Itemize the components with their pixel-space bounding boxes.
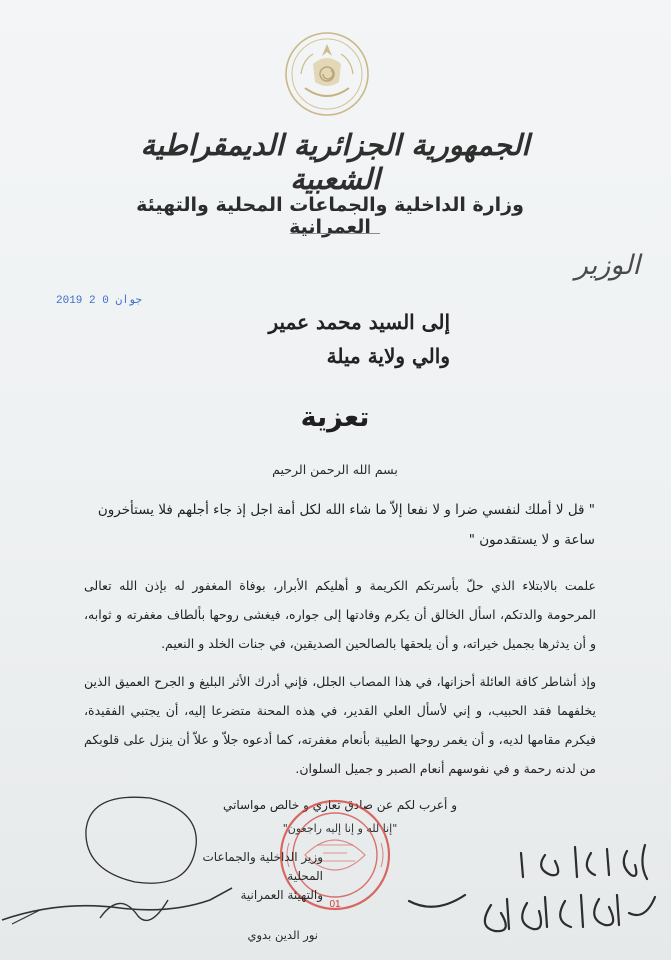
basmala: بسم الله الرحمن الرحيم — [272, 462, 398, 477]
heading-divider — [290, 233, 380, 234]
body-paragraph-2: وإذ أشاطر كافة العائلة أحزانها، في هذا المصاب الجلل، فإني أدرك الأثر البليغ و الجرح العميق الذين يخلفهما فقد الحبيب، و إني لأسأل العلي القدير، في هذه المحنة متضرعا إليه، أن يجتبي الفقيدة، فيكرم مقامها لديه، و أن يغمر روحها الطيبة بأنعام مغفرته، كما أدعوه جلاّ و علاّ أن ينزل على قلوبكم من لدنه رحمة و في نفوسهم أنعام الصبر و جميل السلوان. — [84, 674, 596, 776]
signer-title-line2: والتهيئة العمرانية — [240, 888, 323, 902]
recipient-position: والي ولاية ميلة — [326, 344, 450, 368]
quran-verse: " قل لا أملك لنفسي ضرا و لا نفعا إلاّ ما شاء الله لكل أمة اجل إذ جاء أجلهم فلا يستأخرون ساعة و لا يستقدمون " — [97, 502, 595, 548]
stamp-number: 01 — [329, 899, 341, 910]
recipient-name: إلى السيد محمد عمير — [268, 310, 450, 334]
signer-name: نور الدين بدوي — [247, 928, 318, 942]
recipient-block — [220, 305, 450, 373]
republic-heading: الجمهورية الجزائرية الديمقراطية الشعبية — [140, 128, 530, 196]
signer-title — [168, 848, 323, 905]
letter-subject: تعزية — [300, 402, 370, 433]
closing-line: و أعرب لكم عن صادق تعازي و خالص مواساتي — [223, 798, 457, 812]
minister-handwritten-label: الوزير — [574, 250, 640, 281]
body-paragraph-1: علمت بالابتلاء الذي حلّ بأسرتكم الكريمة و أهليكم الأبرار، بوفاة المغفور له بإذن الله تعالى المرحومة والدتكم، اسأل الخالق أن يكرم وفادتها إلى جواره، فيغشى روحها بألطاف مغفرته و ثوابه، و أن يدثرها بجميل خيراته، و أن يلحقها بالصالحين الصديقين، في جنات الخلد و النعيم. — [84, 578, 596, 651]
national-seal-emblem — [283, 30, 371, 118]
handwritten-note — [395, 835, 665, 945]
signer-title-line1: وزير الداخلية والجماعات المحلية — [202, 850, 323, 883]
ministry-heading: وزارة الداخلية والجماعات المحلية والتهيئة العمرانية — [136, 194, 524, 238]
date-stamp: 2019 جوان 0 2 — [56, 295, 142, 307]
closing-verse: "إنا لله و إنا إليه راجعون" — [282, 822, 398, 835]
